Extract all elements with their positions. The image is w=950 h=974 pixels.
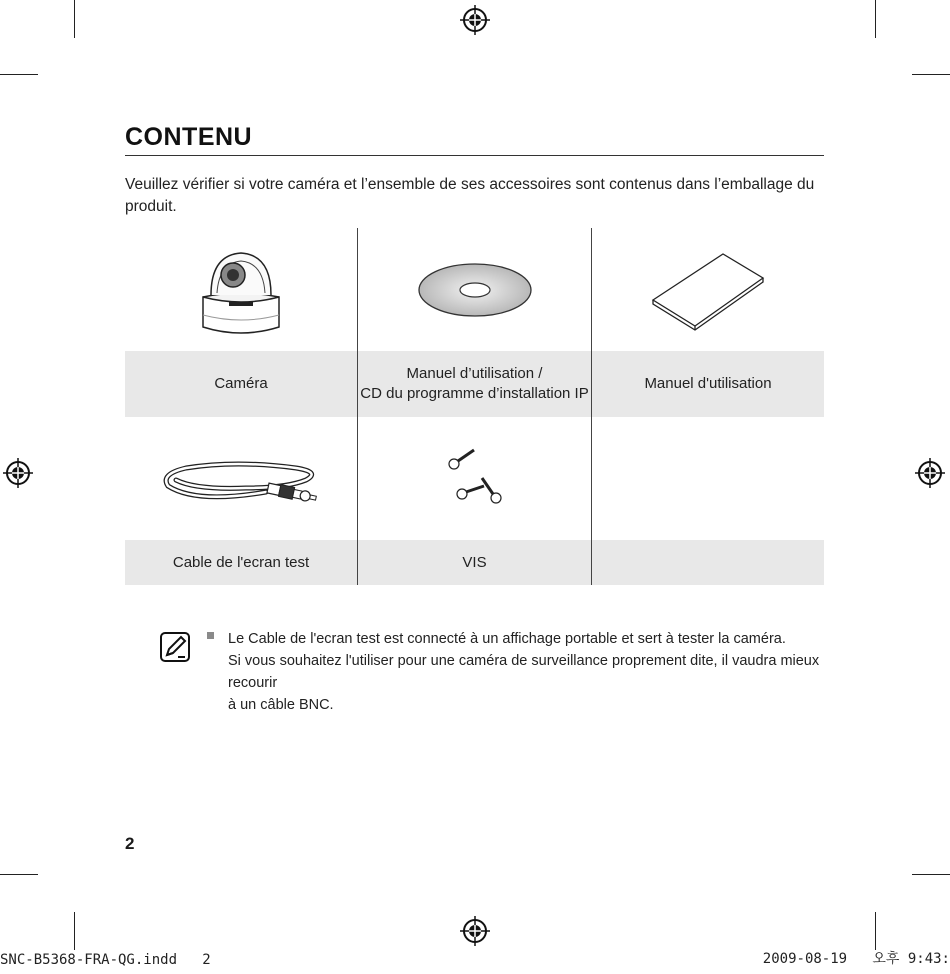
column-divider-2 [591,228,592,585]
note-icon [159,631,191,663]
note-line-3: à un câble BNC. [228,697,334,713]
contents-grid [125,228,824,585]
crop-mark-bottom-right-h [912,874,950,875]
registration-mark-top-icon [460,5,490,35]
page-title: CONTENU [125,123,253,151]
item-empty-image [592,417,824,540]
item-cable-label [125,540,357,585]
cable-label-text: Cable de l'ecran test [172,553,310,571]
item-manual-image [592,228,824,351]
manual-icon [643,240,773,340]
crop-mark-top-left-h [0,74,38,75]
crop-mark-bottom-right-v [875,912,876,950]
cd-label-line1: Manuel d’utilisation / [406,365,543,382]
crop-mark-top-right-v [875,0,876,38]
slug-datetime: 2009-08-19 오후 9:43: [762,951,950,967]
screws-label-text: VIS [462,553,487,571]
item-camera-label [125,351,357,417]
note-text [228,628,828,716]
intro-paragraph: Veuillez vérifier si votre caméra et l’ensemble de ses accessoires sont contenus dans l’emballage du produit. [125,176,815,215]
crop-mark-top-left-v [74,0,75,38]
slug-file: SNC-B5368-FRA-QG.indd 2 [0,952,211,968]
item-cd-image [358,228,591,351]
item-screws-label [358,540,591,585]
item-empty-label [592,540,824,585]
item-cd-label [358,351,591,417]
note-line-1: Le Cable de l'ecran test est connecté à un affichage portable et sert à tester la caméra. [228,631,786,647]
item-camera-image [125,228,357,351]
cd-icon [410,255,540,325]
column-divider-1 [357,228,358,585]
camera-icon [181,235,301,345]
crop-mark-top-right-h [912,74,950,75]
item-cable-image [125,417,357,540]
manual-label-text: Manuel d'utilisation [644,375,772,392]
page-number: 2 [125,834,135,853]
registration-mark-left-icon [3,458,33,488]
title-rule [125,155,824,156]
screws-icon [440,444,510,514]
crop-mark-bottom-left-h [0,874,38,875]
registration-mark-bottom-icon [460,916,490,946]
cable-icon [156,444,326,514]
cd-label-line2: CD du programme d’installation IP [360,385,589,402]
item-screws-image [358,417,591,540]
registration-mark-right-icon [915,458,945,488]
crop-mark-bottom-left-v [74,912,75,950]
note-bullet [207,632,214,639]
note-line-2: Si vous souhaitez l'utiliser pour une caméra de surveillance proprement dite, il vaudra mieux recourir [228,653,820,691]
camera-label-text: Caméra [214,375,268,392]
item-manual-label [592,351,824,417]
